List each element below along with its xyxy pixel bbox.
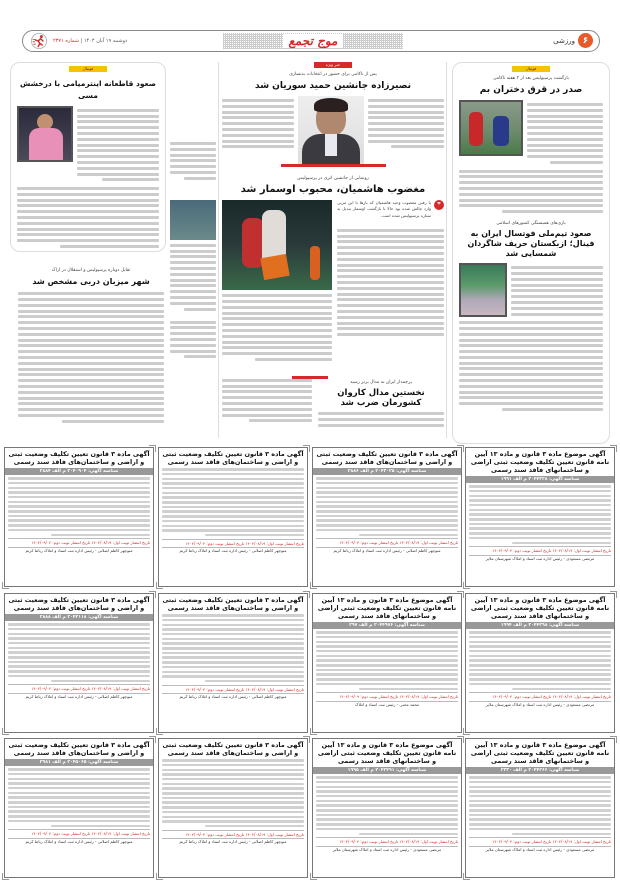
article-derby [18,264,164,440]
masthead [22,30,600,52]
issue-info [53,38,127,44]
ad-signatory: منوچهر کاظم اصلانی - رئیس اداره ثبت اسناد و املاک رباط کریم [179,839,287,845]
ad-signatory: مرتضی مسعودی - رئیس اداره ثبت اسناد و املاک شهرستان ملایر [485,701,595,707]
legal-notice-ad[interactable] [158,593,308,733]
ad-publish-dates: تاریخ انتشار نوبت اول: ۱۴۰۴/۰۸/۱۹ تاریخ انتشار نوبت دوم: ۱۴۰۴/۰۹/۰۴ [8,538,150,548]
ad-id: شناسه آگهی: ۲۰۴۲۴۹۱ م الف ۱۹۹۵ [313,767,461,774]
ad-signatory: منوچهر کاظم اصلانی - رئیس اداره ثبت اسناد و املاک رباط کریم [179,694,287,700]
ad-title: آگهی ماده ۳ قانون تعیین تکلیف وضعیت ثبتی و اراضی و ساختمان‌های فاقد سند رسمی [316,450,458,466]
ad-signatory: منوچهر کاظم اصلانی - رئیس اداره ثبت اسناد و املاک رباط کریم [25,547,133,553]
legal-notice-ad[interactable] [4,738,154,878]
ad-signatory: منوچهر کاظم اصلانی - رئیس اداره ثبت اسناد و املاک رباط کریم [25,693,133,699]
quote-icon: ❞ [434,200,444,210]
article-body-continued [459,321,603,411]
ad-publish-dates: تاریخ انتشار نوبت اول: ۱۴۰۴/۰۸/۱۹ تاریخ انتشار نوبت دوم: ۱۴۰۴/۰۹/۰۴ [469,546,611,556]
ad-signatory: محمد محبی - رئیس ثبت اسناد و املاک [354,701,420,707]
nasirzadeh-portrait [298,96,364,166]
article-kicker: بازی‌های همبستگی کشورهای اسلامی [496,221,566,227]
ad-body [469,485,611,544]
ad-publish-dates: تاریخ انتشار نوبت اول: ۱۴۰۴/۰۸/۱۹ تاریخ انتشار نوبت دوم: ۱۴۰۴/۰۹/۰۴ [162,685,304,695]
article-headline[interactable]: نخستین مدال کاروان کشورمان ضرب شد [337,388,425,409]
messi-photo [17,106,73,162]
ad-signatory: مرتضی مسعودی - رئیس اداره ثبت اسناد و املاک شهرستان ملایر [485,555,595,561]
issue-area [31,33,127,49]
column-separator [446,62,447,438]
article-headline[interactable]: مغضوب هاشمیان، محبوب اوسمار شد [240,184,426,196]
issue-date: دوشنبه ۱۹ آبان ۱۴۰۴ [83,38,128,44]
ad-id: شناسه آگهی: ۲۰۴۰۹۰۴ م الف ۲۸۸۴ [5,468,153,475]
article-body [337,200,444,364]
ad-signatory: مرتضی مسعودی - رئیس اداره ثبت اسناد و املاک شهرستان ملایر [485,846,595,852]
article-kurash [222,376,444,438]
legal-notice-ad[interactable] [312,738,462,878]
column-separator [218,62,219,438]
runner-icon [31,33,47,49]
article-kicker: بازگشت پرسپولیس بعد از ۳ هفته ناکامی [493,76,569,81]
ad-title: آگهی ماده ۳ قانون تعیین تکلیف وضعیت ثبتی و اراضی و ساختمان‌های فاقد سند رسمی [162,596,304,612]
legal-notice-ad[interactable] [158,738,308,878]
ad-body [8,768,150,827]
article-body [222,96,294,166]
article-body [511,263,603,318]
ad-title: آگهی ماده ۳ قانون تعیین تکلیف وضعیت ثبتی و اراضی و ساختمان‌های فاقد سند رسمی [8,596,150,612]
wrestling-photo-crop [170,200,216,240]
ad-id: شناسه آگهی: ۲۰۴۴۲۶۶ م الف ۲۳۳۰ [466,767,614,774]
ad-id: شناسه آگهی: ۲۰۴۳۰۲۵ م الف ۲۸۸۶ [313,468,461,475]
page-number-badge: ۶ [578,33,593,48]
newspaper-logo: موج تجمع [283,34,344,48]
article-body-continued [17,187,159,248]
article-body [170,142,216,180]
ad-body [162,759,304,827]
article-kurash-continued [170,62,216,438]
ad-id: شناسه آگهی: ۲۰۴۴۹۷۶ م الف ۲۹۷ [313,622,461,629]
article-body [77,106,159,184]
legal-notice-ad[interactable] [465,447,615,587]
article-kicker: پرچمدار ایران به مدال برنز رسید [350,380,412,385]
issue-number: شماره ۲۳۷۱ [53,38,79,44]
ad-publish-dates: تاریخ انتشار نوبت اول: ۱۴۰۴/۰۸/۱۹ تاریخ انتشار نوبت دوم: ۱۴۰۴/۰۹/۰۴ [469,837,611,847]
ad-id: شناسه آگهی: ۲۰۴۵۰۶۵ م الف ۲۹۸۱ [5,759,153,766]
article-futsal-women [452,62,610,444]
article-body [170,244,216,311]
ad-title: آگهی ماده ۳ قانون تعیین تکلیف وضعیت ثبتی و اراضی و ساختمان‌های فاقد سند رسمی [162,741,304,757]
ad-title: آگهی ماده ۳ قانون تعیین تکلیف وضعیت ثبتی و اراضی و ساختمان‌های فاقد سند رسمی [162,450,304,466]
article-body [318,412,444,427]
article-body [170,321,216,359]
article-persepolis [222,172,444,362]
ad-id: شناسه آگهی: ۲۰۴۲۱۱۸ م الف ۲۸۸۸ [5,614,153,621]
section-label [553,33,593,48]
ad-publish-dates: تاریخ انتشار نوبت اول: ۱۴۰۴/۰۸/۱۹ تاریخ انتشار نوبت دوم: ۱۴۰۴/۰۹/۰۴ [316,837,458,847]
legal-notice-ad[interactable] [312,447,462,587]
futsal-team-photo [459,263,507,317]
ad-publish-dates: تاریخ انتشار نوبت اول: ۱۴۰۴/۰۸/۱۹ تاریخ انتشار نوبت دوم: ۱۴۰۴/۰۹/۰۴ [162,830,304,840]
article-wrestling [222,62,444,172]
article-lead: با رفتن مغضوب وحید هاشمیان که بارها با این مربی وارد چالش شده بود حالا با بازگشت اوسمار تبدیل به ستاره پرسپولیس شده است. [337,200,431,218]
persepolis-photo [222,200,332,290]
category-tag: فوتبال [512,66,550,72]
ad-body [316,776,458,835]
ad-body [162,614,304,682]
ad-signatory: منوچهر کاظم اصلانی - رئیس اداره ثبت اسناد و املاک رباط کریم [25,838,133,844]
ad-publish-dates: تاریخ انتشار نوبت اول: ۱۴۰۴/۰۸/۱۹ تاریخ انتشار نوبت دوم: ۱۴۰۴/۰۹/۰۹ [316,692,458,702]
article-body [222,294,332,361]
article-kicker: رونمایی از جانشین اتزی در پرسپولیس [297,176,369,181]
article-headline[interactable]: صعود تیم‌ملی فوتسال ایران به فینال؛ ازبکستان حریف شاگردان شمسایی شد [467,229,595,259]
ad-signatory: منوچهر کاظم اصلانی - رئیس اداره ثبت اسناد و املاک رباط کریم [179,548,287,554]
article-body [527,100,603,167]
category-tag: خبر ویژه [314,62,352,68]
ad-title: آگهی موضوع ماده ۳ قانون و ماده ۱۳ آیین نامه قانون تعیین تکلیف وضعیت ثبتی اراضی و ساختمانهای فاقد سند رسمی [470,596,610,620]
legal-notice-ad[interactable] [465,593,615,733]
article-kicker: پس از ناکامی برای حضور در انتخابات بدنسازی [289,72,377,77]
article-body [368,96,444,166]
article-headline[interactable]: صعود قاطعانه اینترمیامی با درخشش مسی [19,79,157,100]
ad-title: آگهی موضوع ماده ۳ قانون و ماده ۱۳ آیین نامه قانون تعیین تکلیف وضعیت ثبتی اراضی و ساختمانهای فاقد سند رسمی [317,596,457,620]
ad-body [316,631,458,690]
ad-title: آگهی موضوع ماده ۳ قانون و ماده ۱۳ آیین نامه قانون تعیین تکلیف وضعیت ثبتی اراضی و ساختمانهای فاقد سند رسمی [317,741,457,765]
ad-body [8,623,150,682]
logo-area [223,33,403,49]
legal-notice-ad[interactable] [312,593,462,733]
legal-notice-ad[interactable] [4,447,154,587]
article-headline[interactable]: شهر میزبان دربی مشخص شد [32,277,150,287]
category-tag: فوتبال [69,66,107,72]
article-body [18,292,164,423]
legal-notice-ad[interactable] [158,447,308,587]
ad-body [469,631,611,690]
article-headline[interactable]: نصیرزاده جانشین حمید سوریان شد [255,81,411,92]
ad-publish-dates: تاریخ انتشار نوبت اول: ۱۴۰۴/۰۸/۱۹ تاریخ انتشار نوبت دوم: ۱۴۰۴/۰۹/۰۴ [316,538,458,548]
ad-signatory: مرتضی مسعودی - رئیس اداره ثبت اسناد و املاک شهرستان ملایر [332,846,442,852]
section-name: ورزشی [553,36,575,45]
ad-publish-dates: تاریخ انتشار نوبت اول: ۱۴۰۴/۰۸/۱۹ تاریخ انتشار نوبت دوم: ۱۴۰۴/۰۹/۰۴ [162,539,304,549]
red-divider [281,164,386,167]
ad-body [162,468,304,536]
article-messi [10,62,166,252]
ad-body [469,776,611,835]
legal-notice-ad[interactable] [4,593,154,733]
ad-publish-dates: تاریخ انتشار نوبت اول: ۱۴۰۴/۰۸/۱۹ تاریخ انتشار نوبت دوم: ۱۴۰۴/۰۹/۰۴ [8,684,150,694]
ad-id: شناسه آگهی: ۲۰۴۴۲۹۸ م الف ۱۹۹۴ [466,622,614,629]
article-body-continued [459,170,603,214]
article-body [222,376,312,430]
separator: | [80,38,83,44]
ad-title: آگهی ماده ۳ قانون تعیین تکلیف وضعیت ثبتی و اراضی و ساختمان‌های فاقد سند رسمی [8,741,150,757]
ad-body [8,477,150,536]
ad-title: آگهی موضوع ماده ۳ قانون و ماده ۱۳ آیین نامه قانون تعیین تکلیف وضعیت ثبتی اراضی و ساختمانهای فاقد سند رسمی [470,450,610,474]
ad-id: شناسه آگهی: ۲۰۴۴۳۲۸ م الف ۱۹۹۱ [466,476,614,483]
ad-publish-dates: تاریخ انتشار نوبت اول: ۱۴۰۴/۰۸/۱۹ تاریخ انتشار نوبت دوم: ۱۴۰۴/۰۹/۰۴ [8,829,150,839]
article-kicker: تقابل دوباره پرسپولیس و استقلال در اراک [51,268,131,273]
ad-body [316,477,458,536]
ad-publish-dates: تاریخ انتشار نوبت اول: ۱۴۰۴/۰۸/۱۹ تاریخ انتشار نوبت دوم: ۱۴۰۴/۰۹/۰۴ [469,692,611,702]
futsal-women-photo [459,100,523,156]
legal-notice-ad[interactable] [465,738,615,878]
ad-title: آگهی موضوع ماده ۳ قانون و ماده ۱۳ آیین نامه قانون تعیین تکلیف وضعیت ثبتی اراضی و ساختمانهای فاقد سند رسمی [470,741,610,765]
ad-signatory: منوچهر کاظم اصلانی - رئیس اداره ثبت اسناد و املاک رباط کریم [333,547,441,553]
ad-title: آگهی ماده ۳ قانون تعیین تکلیف وضعیت ثبتی و اراضی و ساختمان‌های فاقد سند رسمی [8,450,150,466]
article-headline[interactable]: صدر در قرق دختران بم [479,85,583,96]
